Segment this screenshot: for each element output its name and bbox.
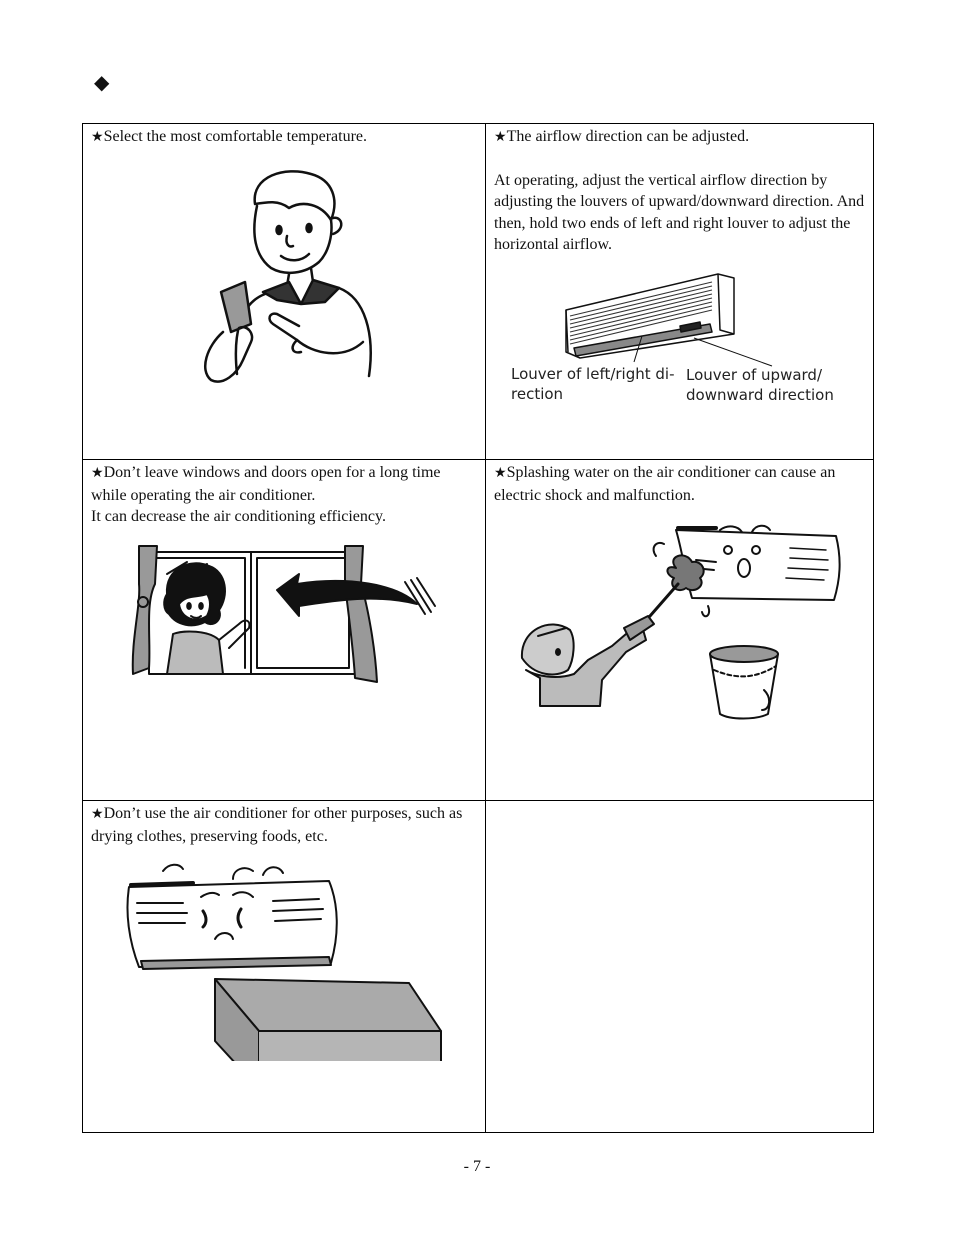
man-with-remote-illustration: [193, 164, 383, 389]
label-up-down-louver: Louver of upward/ downward direction: [686, 366, 834, 404]
cell-empty: [486, 801, 874, 1133]
ac-and-box-illustration: [123, 861, 453, 1061]
airflow-detail: At operating, adjust the vertical airflow direction by adjusting the louvers of upward/downward direction. And then, hold two ends of left and right louver to adjust the horizontal airflow.: [494, 171, 865, 253]
water-splash-illustration: [516, 520, 846, 755]
label-left-right-louver: Louver of left/right di- rection: [511, 365, 675, 403]
cell-water: [486, 460, 874, 801]
temperature-text: Select the most comfortable temperature.: [103, 128, 368, 145]
section-bullet: ◆: [94, 72, 110, 94]
purposes-text: Don’t use the air conditioner for other purposes, such as drying clothes, preserving foods, etc.: [91, 805, 463, 845]
star-icon: ★: [91, 465, 104, 481]
star-icon: ★: [494, 129, 507, 145]
cell-temperature: [83, 124, 486, 460]
star-icon: ★: [91, 129, 104, 145]
cell-purposes: [83, 801, 486, 1133]
cell-windows: [83, 460, 486, 801]
water-text: Splashing water on the air conditioner can cause an electric shock and malfunction.: [494, 464, 836, 504]
airflow-text: The airflow direction can be adjusted.: [506, 128, 750, 145]
windows-text: Don’t leave windows and doors open for a long time while operating the air conditioner. It can decrease the air conditioning efficiency.: [91, 464, 441, 525]
star-icon: ★: [91, 806, 104, 822]
page-number: - 7 -: [463, 1158, 491, 1175]
cell-airflow: [486, 124, 874, 460]
star-icon: ★: [494, 465, 507, 481]
safety-tips-table: [82, 123, 874, 1133]
girl-at-window-illustration: [127, 544, 447, 694]
